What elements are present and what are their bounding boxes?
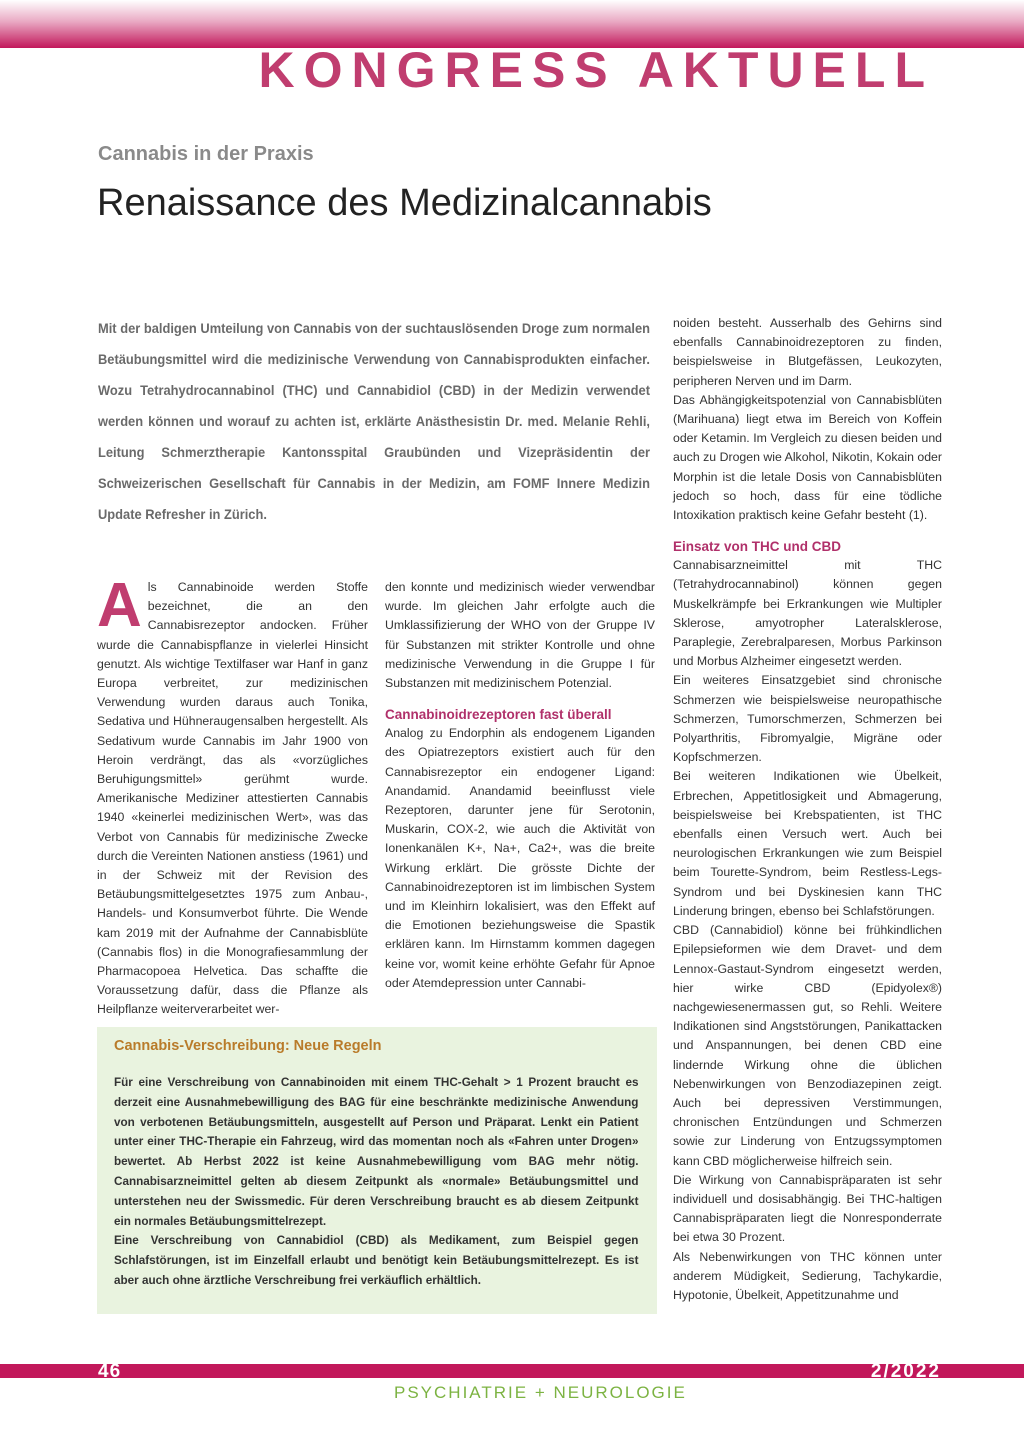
issue-number: 2/2022 <box>870 1361 941 1382</box>
body-paragraph: noiden besteht. Ausserhalb des Gehirns sind ebenfalls Cannabinoidrezeptoren zu finden, beispielsweise in Blutgefässen, Leukozyten, peripheren Nerven und im Darm. <box>673 316 942 388</box>
body-paragraph: Das Abhängigkeitspotenzial von Cannabisblüten (Marihuana) liegt etwa im Bereich von Koffein oder Ketamin. Im Vergleich zu diesen beiden und auch zu Drogen wie Alkohol, Nikotin, Kokain oder Morphin ist die letale Dosis von Cannabisblüten jedoch so hoch, dass für eine tödliche Intoxikation praktisch keine Gefahr besteht (1). <box>673 392 942 523</box>
info-box-paragraph: Eine Verschreibung von Cannabidiol (CBD) als Medikament, zum Beispiel gegen Schlafstörungen, ist im Einzelfall erlaubt und benötigt kein Betäubungsmittelrezept. Es ist aber auch ohne ärztliche Verschreibung frei verkäuflich erhältlich. <box>114 1233 639 1287</box>
body-paragraph: Die Wirkung von Cannabispräparaten ist sehr individuell und dosisabhängig. Bei THC-haltigen Cannabispräparaten liegt die Nonresponderrate bei etwa 30 Prozent. <box>673 1172 942 1245</box>
text-column-1 <box>97 571 368 1020</box>
body-paragraph: Bei weiteren Indikationen wie Übelkeit, Erbrechen, Appetitlosigkeit und Abmagerung, beispielsweise bei Krebspatienten, ist THC ebenfalls einen Versuch wert. Auch bei neurologischen Erkrankungen wie zum Beispiel beim Tourette-Syndrom, beim Restless-Legs-Syndrom und bei Dyskinesien kann THC Linderung bringen, ebenso bei Schlafstörungen. <box>673 769 942 918</box>
text-column-2 <box>385 578 655 993</box>
body-paragraph: Analog zu Endorphin als endogenem Liganden des Opiatrezeptors existiert auch für den Cannabisrezeptor ein endogener Ligand: Anandamid. Anandamid beeinflusst viele Rezeptoren, darunter jene für Serotonin, Muskarin, COX-2, wie auch die Aktivität von Ionenkanälen K+, Na+, Ca2+, was die breite Wirkung erklärt. Die grösste Dichte der Cannabinoidrezeptoren ist im limbischen System und im Kleinhirn lokalisiert, was den Effekt auf die Emotionen beziehungsweise die Spastik erklären kann. Im Hirnstamm kommen dagegen keine vor, womit keine erhöhte Gefahr für Apnoe oder Atemdepression unter Cannabi- <box>385 726 655 990</box>
journal-name: PSYCHIATRIE + NEUROLOGIE <box>394 1383 687 1402</box>
text-column-3 <box>673 314 942 1305</box>
body-paragraph: Als Nebenwirkungen von THC können unter anderem Müdigkeit, Sedierung, Tachykardie, Hypotonie, Übelkeit, Appetitzunahme und <box>673 1249 942 1302</box>
body-paragraph: Ein weiteres Einsatzgebiet sind chronische Schmerzen wie beispielsweise neuropathische Schmerzen, Tumorschmerzen, Schmerzen bei Polyarthritis, Fibromyalgie, Migräne oder Kopfschmerzen. <box>673 673 942 765</box>
info-box-paragraph: Für eine Verschreibung von Cannabinoiden mit einem THC-Gehalt > 1 Prozent braucht es derzeit eine Ausnahmebewilligung des BAG für eine beschränkte medizinische Anwendung von verbotenen Betäubungsmitteln, ausgestellt auf Person und Präparat. Lenkt ein Patient unter einer THC-Therapie ein Fahrzeug, wird das momentan noch als «Fahren unter Drogen» bewertet. Ab Herbst 2022 ist keine Ausnahmebewilligung vom BAG mehr nötig. Cannabisarzneimittel gelten ab diesem Zeitpunkt als «normale» Betäubungsmittel und unterstehen neu der Swissmedic. Für deren Verschreibung braucht es ab diesem Zeitpunkt ein normales Betäubungsmittelrezept. <box>114 1075 639 1228</box>
drop-cap: A <box>97 571 142 640</box>
body-paragraph: CBD (Cannabidiol) könne bei frühkindlichen Epilepsieformen wie dem Dravet- und dem Lennox-Gastaut-Syndrom eingesetzt werden, hier wirke CBD (Epidyolex®) nachgewiesenermassen gut, so Rehli. Weitere Indikationen sind Angststörungen, Panikattacken und Anspannungen, bei denen CBD eine lindernde Wirkung ohne die üblichen Nebenwirkungen von Benzodiazepinen zeigt. Auch bei depressiven Verstimmungen, chronischen Entzündungen und Schmerzen sowie zur Linderung von Entzugssymptomen kann CBD möglicherweise hilfreich sein. <box>673 923 942 1168</box>
article-kicker: Cannabis in der Praxis <box>98 143 314 165</box>
section-heading: KONGRESS AKTUELL <box>258 42 934 98</box>
info-box-title: Cannabis-Verschreibung: Neue Regeln <box>114 1038 382 1054</box>
body-paragraph: ls Cannabinoide werden Stoffe bezeichnet, die an den Cannabisrezeptor andocken. Früher wurde die Cannabispflanze in vielerlei Hinsicht genutzt. Als wichtige Textilfaser war Hanf in ganz Europa verbreitet, zur medizinischen Verwendung wurden daraus auch Tonika, Sedativa und Hühneraugensalben hergestellt. Als Sedativum wurde Cannabis im Jahr 1900 von Heroin verdrängt, das als «vorzügliches Beruhigungsmittel» gerühmt wurde. Amerikanische Mediziner attestierten Cannabis 1940 «keinerlei medizinischen Wert», was das Verbot von Cannabis für medizinische Zwecke durch die Vereinten Nationen anstiess (1961) und in der Schweiz mit der Revision des Betäubungsmittelgesetztes 1975 zum Anbau-, Handels- und Konsumverbot führte. Die Wende kam 2019 mit der Aufnahme der Cannabisblüte (Cannabis flos) in die Monografiesammlung der Pharmacopoea Helvetica. Das schaffte die Voraussetzung dafür, dass die Pflanze als Heilpflanze weiterverarbeitet wer- <box>97 580 368 1017</box>
article-lead: Mit der baldigen Umteilung von Cannabis von der suchtauslösenden Droge zum normalen Betäubungsmittel wird die medizinische Verwendung von Cannabisprodukten einfacher. Wozu Tetrahydrocannabinol (THC) und Cannabidiol (CBD) in der Medizin verwendet werden können und worauf zu achten ist, erklärte Anästhesistin Dr. med. Melanie Rehli, Leitung Schmerztherapie Kantonsspital Graubünden und Vizepräsidentin der Schweizerischen Gesellschaft für Cannabis in der Medizin, am FOMF Innere Medizin Update Refresher in Zürich. <box>98 320 650 522</box>
body-paragraph: den konnte und medizinisch wieder verwendbar wurde. Im gleichen Jahr erfolgte auch die Umklassifizierung der WHO von der Gruppe IV für Substanzen mit strikter Kontrolle und ohne medizinische Verwendung in die Gruppe I für Substanzen mit medizinischem Potenzial. <box>385 580 655 691</box>
info-box <box>97 1027 657 1314</box>
body-paragraph: Cannabisarzneimittel mit THC (Tetrahydrocannabinol) können gegen Muskelkrämpfe bei Erkrankungen wie Multipler Sklerose, amyotropher Lateralsklerose, Paraplegie, Zerebralparesen, Morbus Parkinson und Morbus Alzheimer eingesetzt werden. <box>673 558 942 669</box>
info-box-text <box>114 1073 638 1291</box>
page-number: 46 <box>98 1361 122 1382</box>
subheading-receptors: Cannabinoidrezeptoren fast überall <box>385 707 612 723</box>
article-title: Renaissance des Medizinalcannabis <box>97 182 712 224</box>
subheading-thc-cbd: Einsatz von THC und CBD <box>673 539 841 555</box>
